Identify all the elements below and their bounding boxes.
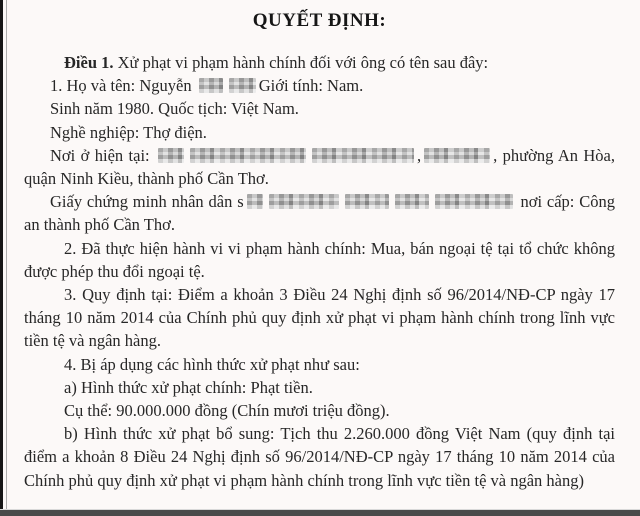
- paragraph: 1. Họ và tên: Nguyễn Giới tính: Nam.: [50, 76, 364, 96]
- redacted-text: [345, 194, 389, 209]
- left-page-edge: [0, 0, 3, 516]
- paragraph: Cụ thể: 90.000.000 đồng (Chín mươi triệu đồng).: [64, 401, 390, 421]
- redacted-text: [269, 194, 339, 209]
- paragraph: Nghề nghiệp: Thợ điện.: [50, 122, 207, 142]
- paragraph: Sinh năm 1980. Quốc tịch: Việt Nam.: [50, 99, 299, 119]
- paragraph: Điều 1. Xử phạt vi phạm hành chính đối với ông có tên sau đây:: [64, 53, 489, 72]
- redacted-text: [158, 148, 184, 163]
- bottom-page-edge: [0, 509, 640, 516]
- redacted-text: [199, 78, 223, 93]
- redacted-text: [312, 148, 414, 163]
- redacted-text: [190, 148, 306, 163]
- redacted-text: [229, 78, 256, 93]
- bold-text: Điều 1.: [64, 53, 114, 72]
- left-margin-line: [6, 0, 7, 516]
- paragraph: 2. Đã thực hiện hành vi vi phạm hành chính: Mua, bán ngoại tệ tại tổ chức không được phép thu đổi ngoại tệ.: [24, 238, 615, 281]
- paragraph: 4. Bị áp dụng các hình thức xử phạt như sau:: [64, 354, 360, 374]
- paragraph: Giấy chứng minh nhân dân s nơi cấp: Công an thành phố Cần Thơ.: [24, 192, 615, 235]
- document-title: QUYẾT ĐỊNH:: [252, 10, 387, 31]
- document-body: [24, 51, 615, 492]
- paragraph: a) Hình thức xử phạt chính: Phạt tiền.: [64, 377, 313, 397]
- redacted-text: [435, 194, 513, 209]
- paragraph: 3. Quy định tại: Điểm a khoản 3 Điều 24 Nghị định số 96/2014/NĐ-CP ngày 17 tháng 10 năm 2014 của Chính phủ quy định xử phạt vi phạm hành chính trong lĩnh vực tiền tệ và ngân hàng.: [24, 285, 615, 351]
- redacted-text: [424, 148, 490, 163]
- paragraph: b) Hình thức xử phạt bổ sung: Tịch thu 2.260.000 đồng Việt Nam (quy định tại điểm a khoản 8 Điều 24 Nghị định số 96/2014/NĐ-CP ngày 17 tháng 10 năm 2014 của Chính phủ quy định xử phạt vi phạm hành chính trong lĩnh vực tiền tệ và ngân hàng): [24, 424, 615, 490]
- paragraph: Nơi ở hiện tại: , , phường An Hòa, quận Ninh Kiều, thành phố Cần Thơ.: [24, 145, 615, 189]
- document-content: [24, 9, 615, 492]
- redacted-text: [247, 194, 263, 209]
- redacted-text: [395, 194, 429, 209]
